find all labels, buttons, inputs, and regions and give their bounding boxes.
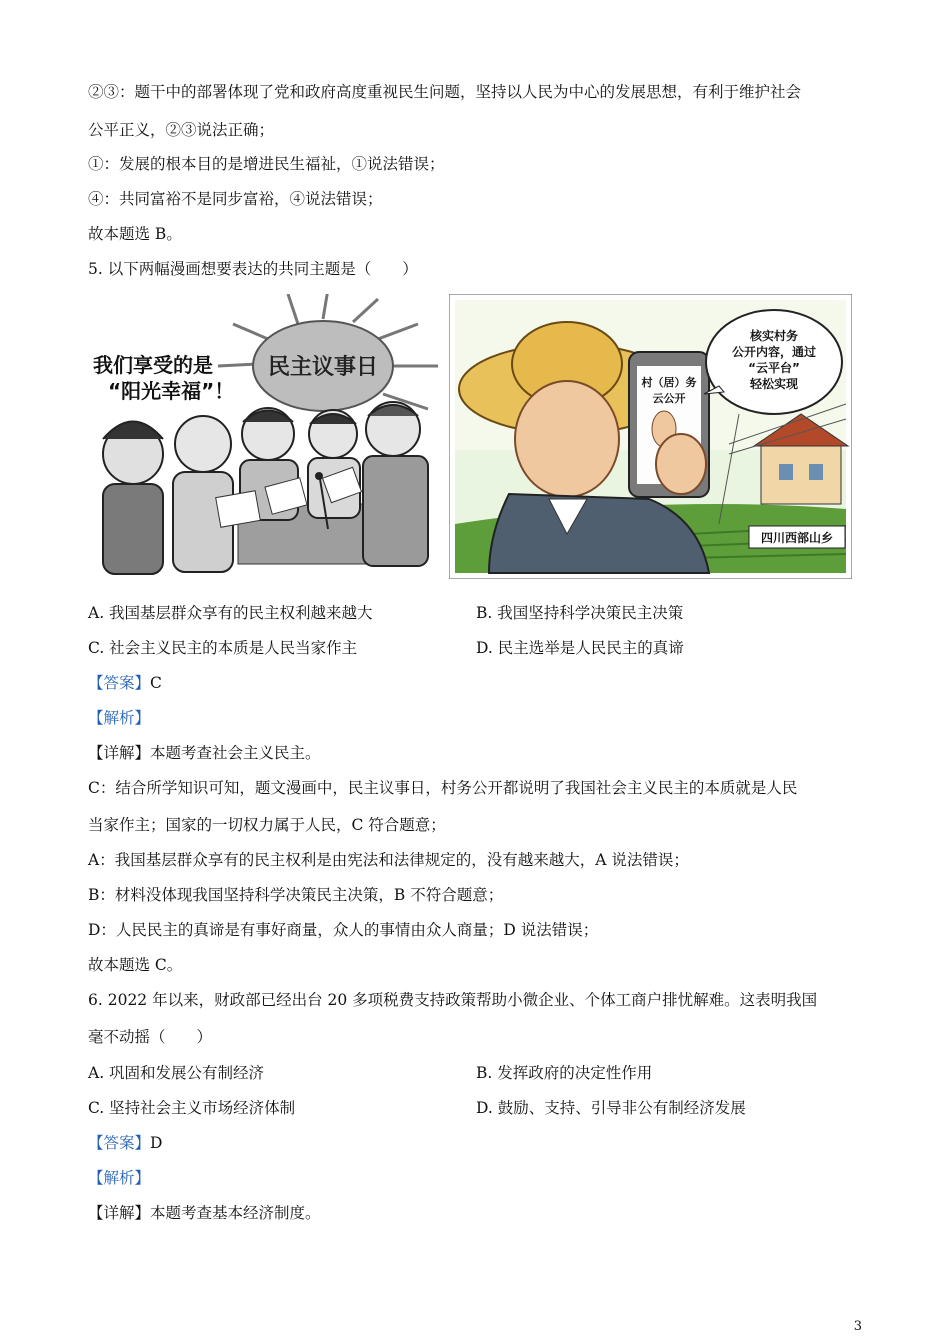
q5-answer-value: C [150,674,162,692]
q6-option-b: B. 发挥政府的决定性作用 [476,1064,653,1082]
cartoon-village-cloud [449,294,852,579]
q5-option-d: D. 民主选举是人民民主的真谛 [476,639,684,657]
q5-detail-line [88,743,321,763]
q6-detail-text: 本题考查基本经济制度。 [150,1204,321,1222]
q5-explain-3: A：我国基层群众享有的民主权利是由宪法和法律规定的，没有越来越大，A 说法错误； [88,851,689,869]
q5-explain-4: B：材料没体现我国坚持科学决策民主决策，B 不符合题意； [88,886,504,904]
q6-option-c: C. 坚持社会主义市场经济体制 [88,1099,296,1117]
q5-stem: 5. 以下两幅漫画想要表达的共同主题是（ ） [88,260,418,278]
q6-option-d: D. 鼓励、支持、引导非公有制经济发展 [476,1099,746,1117]
lead-line-1: ②③：题干中的部署体现了党和政府高度重视民生问题，坚持以人民为中心的发展思想，有利于维护社会 [88,83,802,101]
phone-text-2: 云公开 [652,392,686,405]
q5-explain-1: C：结合所学知识可知，题文漫画中，民主议事日，村务公开都说明了我国社会主义民主的本质就是人民 [88,779,798,797]
q6-stem-2: 毫不动摇（ ） [88,1028,213,1046]
q6-analysis-tag: 【解析】 [88,1169,151,1187]
cartoon-democracy-day [88,294,443,579]
bubble-text-1: 核实村务 [749,329,799,343]
q6-answer-tag: 【答案】 [88,1134,151,1152]
q5-explain-6: 故本题选 C。 [88,956,183,974]
bubble-text-4: 轻松实现 [749,377,799,391]
lead-line-5: 故本题选 B。 [88,225,182,243]
lead-line-3: ①：发展的根本目的是增进民生福祉，①说法错误； [88,155,445,173]
banner-text: 民主议事日 [267,355,379,380]
q5-explain-2: 当家作主；国家的一切权力属于人民，C 符合题意； [88,816,446,834]
page-number: 3 [853,1319,862,1334]
q5-option-a: A. 我国基层群众享有的民主权利越来越大 [88,604,373,622]
phone-text-1: 村（居）务 [641,376,697,389]
bubble-text-2: 公开内容，通过 [731,345,817,359]
bubble-text-3: “云平台” [748,361,800,375]
speech-line-1: 我们享受的是 [93,353,213,377]
q5-detail-tag: 【详解】 [88,744,151,762]
q6-stem-1: 6. 2022 年以来，财政部已经出台 20 多项税费支持政策帮助小微企业、个体工商户排忧解难。这表明我国 [88,991,818,1009]
place-label: 四川西部山乡 [760,531,834,545]
q6-option-a: A. 巩固和发展公有制经济 [88,1064,265,1082]
q5-answer-tag: 【答案】 [88,674,151,692]
lead-line-2: 公平正义，②③说法正确； [88,121,275,139]
q5-option-c: C. 社会主义民主的本质是人民当家作主 [88,639,358,657]
lead-line-4: ④：共同富裕不是同步富裕，④说法错误； [88,190,383,208]
q5-analysis-tag: 【解析】 [88,709,151,727]
q5-option-b: B. 我国坚持科学决策民主决策 [476,604,684,622]
q6-detail-tag: 【详解】 [88,1204,151,1222]
q5-answer-line [88,673,162,693]
q5-detail-text: 本题考查社会主义民主。 [150,744,321,762]
q5-explain-5: D：人民民主的真谛是有事好商量，众人的事情由众人商量；D 说法错误； [88,921,599,939]
q6-detail-line [88,1203,321,1223]
q6-answer-value: D [150,1134,163,1152]
speech-line-2: “阳光幸福”！ [108,379,235,403]
q6-answer-line [88,1133,162,1153]
